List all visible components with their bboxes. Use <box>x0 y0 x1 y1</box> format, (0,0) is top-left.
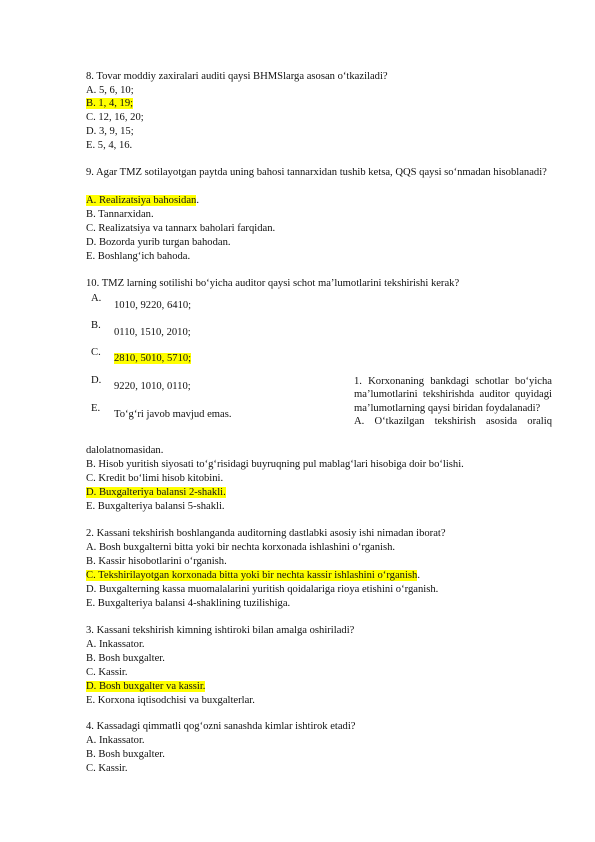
q10-question: 10. TMZ larning sotilishi bo‘yicha auditor qaysi schot ma’lumotlarini tekshirishi kerak? <box>86 278 460 289</box>
q4-option-c: C. Kassir. <box>86 763 128 774</box>
q10-letter-c: C. <box>91 347 101 358</box>
q3-option-b: B. Bosh buxgalter. <box>86 653 165 664</box>
q1-option-a-cont: dalolatnomasidan. <box>86 445 164 456</box>
q1-question <box>354 375 552 429</box>
q2-option-c-tail: . <box>417 570 420 581</box>
q3-option-d <box>86 680 205 693</box>
q8-option-d: D. 3, 9, 15; <box>86 126 134 137</box>
q2-option-b: B. Kassir hisobotlarini o‘rganish. <box>86 556 227 567</box>
q2-option-c-text: C. Tekshirilayotgan korxonada bitta yoki bir nechta kassir ishlashini o‘rganish <box>86 570 418 581</box>
q1-option-b: B. Hisob yuritish siyosati to‘g‘risidagi buyruqning pul mablag‘lari hisobiga doir bo‘lishi. <box>86 459 464 470</box>
q8-option-b <box>86 97 133 110</box>
q8-option-c: C. 12, 16, 20; <box>86 112 144 123</box>
q10-option-c <box>114 352 191 365</box>
q9-option-a-text: A. Realizatsiya bahosidan <box>86 195 197 206</box>
q9-option-a <box>86 194 199 207</box>
q10-option-d: 9220, 1010, 0110; <box>114 381 191 392</box>
q8-option-a: A. 5, 6, 10; <box>86 85 134 96</box>
q1-option-a: A. O‘tkazilgan tekshirish asosida oraliq <box>354 416 552 428</box>
q2-option-d: D. Buxgalterning kassa muomalalarini yuritish qoidalariga rioya etishini o‘rganish. <box>86 584 439 595</box>
q2-option-c <box>86 569 420 582</box>
q10-option-b: 0110, 1510, 2010; <box>114 327 191 338</box>
q8-option-e: E. 5, 4, 16. <box>86 140 133 151</box>
q2-option-a: A. Bosh buxgalterni bitta yoki bir nechta korxonada ishlashini o‘rganish. <box>86 542 396 553</box>
q9-option-d: D. Bozorda yurib turgan bahodan. <box>86 237 231 248</box>
q1-option-d <box>86 486 226 499</box>
q9-option-e: E. Boshlang‘ich bahoda. <box>86 251 191 262</box>
q9-option-c: C. Realizatsiya va tannarx baholari farqidan. <box>86 223 276 234</box>
q9-question: 9. Agar TMZ sotilayotgan paytda uning bahosi tannarxidan tushib ketsa, QQS qaysi so‘nmadan hisoblanadi? <box>86 167 547 178</box>
q10-option-c-text: 2810, 5010, 5710; <box>114 353 192 364</box>
q1-question-text: 1. Korxonaning bankdagi schotlar bo‘yicha ma’lumotlarini tekshirishda auditor quyidagi ma’lumotlarning qaysi biridan foydalanadi? <box>354 376 552 414</box>
q9-option-a-tail: . <box>196 195 199 206</box>
q10-letter-d: D. <box>91 375 102 386</box>
q4-question: 4. Kassadagi qimmatli qog‘ozni sanashda kimlar ishtirok etadi? <box>86 721 356 732</box>
q2-question: 2. Kassani tekshirish boshlanganda auditorning dastlabki asosiy ishi nimadan iborat? <box>86 528 446 539</box>
q9-option-b: B. Tannarxidan. <box>86 209 154 220</box>
q2-option-e: E. Buxgalteriya balansi 4-shaklining tuzilishiga. <box>86 598 291 609</box>
q3-question: 3. Kassani tekshirish kimning ishtiroki bilan amalga oshiriladi? <box>86 625 355 636</box>
q1-option-d-text: D. Buxgalteriya balansi 2-shakli. <box>86 487 226 498</box>
q8-question: 8. Tovar moddiy zaxiralari auditi qaysi BHMSlarga asosan o‘tkaziladi? <box>86 71 388 82</box>
q10-letter-b: B. <box>91 320 101 331</box>
q3-option-e: E. Korxona iqtisodchisi va buxgalterlar. <box>86 695 255 706</box>
q3-option-a: A. Inkassator. <box>86 639 145 650</box>
q3-option-d-text: D. Bosh buxgalter va kassir. <box>86 681 206 692</box>
q1-option-c: C. Kredit bo‘limi hisob kitobini. <box>86 473 224 484</box>
q3-option-c: C. Kassir. <box>86 667 128 678</box>
q4-option-b: B. Bosh buxgalter. <box>86 749 165 760</box>
q10-option-e: To‘g‘ri javob mavjud emas. <box>114 409 232 420</box>
q10-option-a: 1010, 9220, 6410; <box>114 300 192 311</box>
q1-option-e: E. Buxgalteriya balansi 5-shakli. <box>86 501 225 512</box>
q10-letter-a: A. <box>91 293 102 304</box>
q4-option-a: A. Inkassator. <box>86 735 145 746</box>
q10-letter-e: E. <box>91 403 101 414</box>
q8-option-b-text: B. 1, 4, 19; <box>86 98 134 109</box>
